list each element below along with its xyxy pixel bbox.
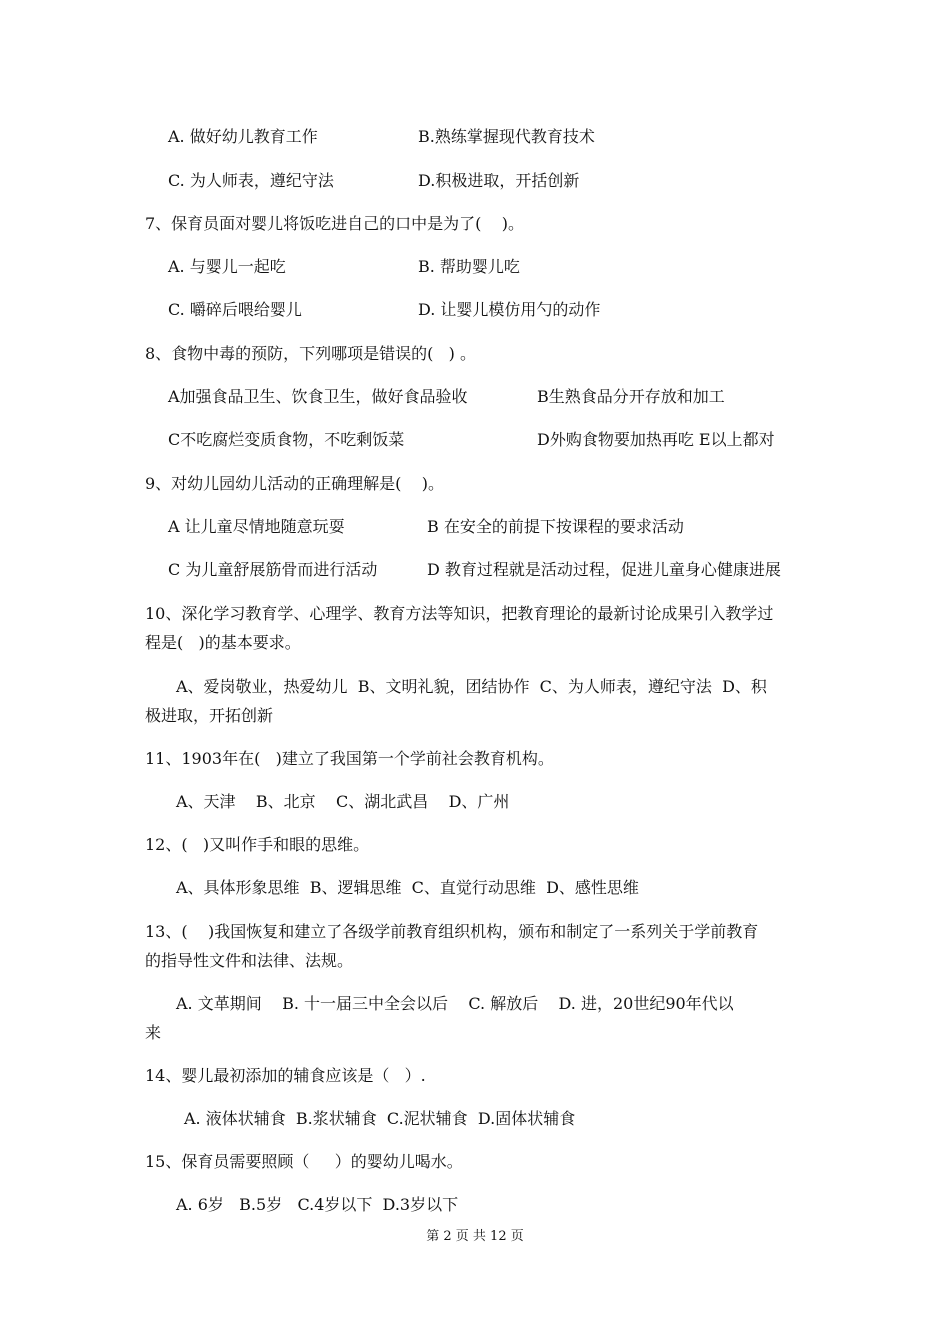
q10-options-line1: A、爱岗敬业，热爱幼儿 B、文明礼貌，团结协作 C、为人师表，遵纪守法 D、积	[176, 677, 767, 696]
q11-options: A、天津 B、北京 C、湖北武昌 D、广州	[176, 792, 510, 811]
q15-stem: 15、保育员需要照顾（ ）的婴幼儿喝水。	[145, 1152, 463, 1171]
q14-options: A. 液体状辅食 B.浆状辅食 C.泥状辅食 D.固体状辅食	[184, 1109, 576, 1128]
q8-stem: 8、食物中毒的预防，下列哪项是错误的( ) 。	[145, 344, 477, 363]
q7-option-d: D. 让婴儿模仿用勺的动作	[418, 300, 601, 319]
q8-option-b: B生熟食品分开存放和加工	[537, 387, 725, 406]
q9-option-b: B 在安全的前提下按课程的要求活动	[427, 517, 684, 536]
q14-stem: 14、婴儿最初添加的辅食应该是（ ）.	[145, 1066, 426, 1085]
q7-stem: 7、保育员面对婴儿将饭吃进自己的口中是为了( )。	[145, 214, 525, 233]
q6-option-c: C. 为人师表，遵纪守法	[168, 171, 334, 190]
q13-options-line2: 来	[145, 1023, 162, 1042]
q8-option-d: D外购食物要加热再吃 E以上都对	[537, 430, 775, 449]
q6-option-a: A. 做好幼儿教育工作	[168, 127, 318, 146]
page-footer: 第 2 页 共 12 页	[426, 1229, 524, 1244]
q13-stem-line2: 的指导性文件和法律、法规。	[145, 951, 354, 970]
q12-stem: 12、( )又叫作手和眼的思维。	[145, 835, 370, 854]
q9-option-c: C 为儿童舒展筋骨而进行活动	[168, 560, 378, 579]
q9-option-d: D 教育过程就是活动过程，促进儿童身心健康进展	[427, 560, 781, 579]
q6-option-b: B.熟练掌握现代教育技术	[418, 127, 595, 146]
q10-options-line2: 极进取，开拓创新	[145, 706, 274, 725]
q15-options: A. 6岁 B.5岁 C.4岁以下 D.3岁以下	[176, 1195, 459, 1214]
q8-option-c: C不吃腐烂变质食物，不吃剩饭菜	[168, 430, 405, 449]
q7-option-c: C. 嚼碎后喂给婴儿	[168, 300, 302, 319]
q10-stem-line1: 10、深化学习教育学、心理学、教育方法等知识，把教育理论的最新讨论成果引入教学过	[145, 604, 774, 623]
q12-options: A、具体形象思维 B、逻辑思维 C、直觉行动思维 D、感性思维	[176, 878, 639, 897]
q9-option-a: A 让儿童尽情地随意玩耍	[168, 517, 345, 536]
q10-stem-line2: 程是( )的基本要求。	[145, 633, 301, 652]
q11-stem: 11、1903年在( )建立了我国第一个学前社会教育机构。	[145, 749, 554, 768]
q7-option-b: B. 帮助婴儿吃	[418, 257, 520, 276]
q8-option-a: A加强食品卫生、饮食卫生，做好食品验收	[168, 387, 468, 406]
q13-stem-line1: 13、( )我国恢复和建立了各级学前教育组织机构，颁布和制定了一系列关于学前教育	[145, 922, 759, 941]
q7-option-a: A. 与婴儿一起吃	[168, 257, 286, 276]
q6-option-d: D.积极进取，开括创新	[418, 171, 580, 190]
q9-stem: 9、对幼儿园幼儿活动的正确理解是( )。	[145, 474, 445, 493]
q13-options-line1: A. 文革期间 B. 十一届三中全会以后 C. 解放后 D. 进，20世纪90年代以	[176, 994, 734, 1013]
